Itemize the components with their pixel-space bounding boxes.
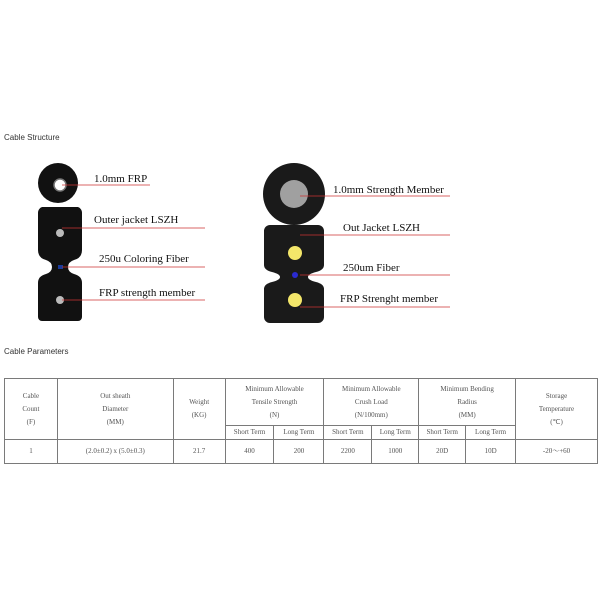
header-bending-radius: Minimum Bending Radius (MM) (419, 379, 516, 426)
header-storage-temperature: Storage Temperature (℃) (516, 379, 598, 440)
table-header-row (5, 379, 598, 426)
subheader-tensile-long: Long Term (274, 426, 324, 440)
left-label-frp-strength: FRP strength member (99, 287, 196, 299)
right-frp-bottom (288, 293, 302, 307)
subheader-bending-short: Short Term (419, 426, 466, 440)
cell-bending-long: 10D (466, 440, 516, 464)
right-cable-diagram (0, 155, 600, 335)
cable-structure-title: Cable Structure (4, 133, 60, 142)
header-crush-load: Minimum Allowable Crush Load (N/100mm) (324, 379, 419, 426)
subheader-bending-long: Long Term (466, 426, 516, 440)
header-tensile-strength: Minimum Allowable Tensile Strength (N) (225, 379, 324, 426)
left-label-coloring-fiber: 250u Coloring Fiber (99, 253, 189, 265)
cell-bending-short: 20D (419, 440, 466, 464)
left-label-outer-jacket: Outer jacket LSZH (94, 214, 179, 226)
cable-parameters-title: Cable Parameters (4, 347, 69, 356)
cell-crush-long: 1000 (372, 440, 419, 464)
left-label-frp: 1.0mm FRP (94, 173, 148, 185)
right-fiber (292, 272, 298, 278)
cell-sheath-diameter: (2.0±0.2) x (5.0±0.3) (57, 440, 173, 464)
right-strength-member-core (280, 180, 308, 208)
cell-storage-temperature: -20～+60 (516, 440, 598, 464)
cell-tensile-long: 200 (274, 440, 324, 464)
right-label-frp-strength: FRP Strenght member (340, 293, 438, 305)
subheader-crush-long: Long Term (372, 426, 419, 440)
cable-parameters-table (4, 378, 598, 464)
table-row (5, 440, 598, 464)
header-weight: Weight (KG) (173, 379, 225, 440)
right-label-strength-member: 1.0mm Strength Member (333, 184, 444, 196)
cell-weight: 21.7 (173, 440, 225, 464)
right-label-fiber: 250um Fiber (343, 262, 400, 274)
cell-cable-count: 1 (5, 440, 58, 464)
header-sheath-diameter: Out sheath Diameter (MM) (57, 379, 173, 440)
right-label-out-jacket: Out Jacket LSZH (343, 222, 420, 234)
cell-tensile-short: 400 (225, 440, 274, 464)
subheader-crush-short: Short Term (324, 426, 372, 440)
right-frp-top (288, 246, 302, 260)
header-cable-count: Cable Count (F) (5, 379, 58, 440)
subheader-tensile-short: Short Term (225, 426, 274, 440)
cell-crush-short: 2200 (324, 440, 372, 464)
